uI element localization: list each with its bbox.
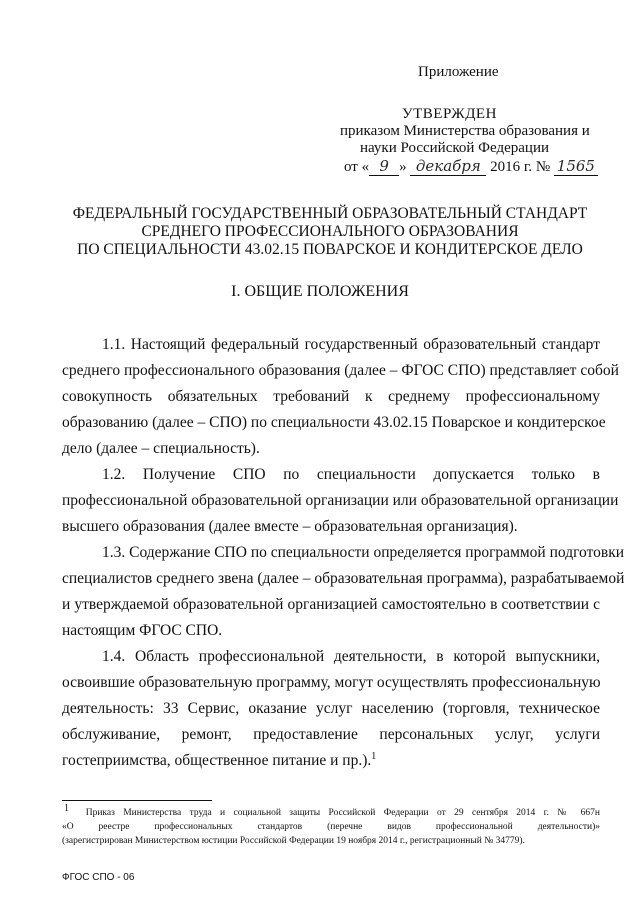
- approved-label: УТВЕРЖДЕН: [402, 106, 497, 122]
- paragraph-line: обслуживание, ремонт, предоставление персональных услуг, услуги: [62, 726, 600, 743]
- title-line-1: ФЕДЕРАЛЬНЫЙ ГОСУДАРСТВЕННЫЙ ОБРАЗОВАТЕЛЬНЫЙ СТАНДАРТ: [72, 205, 588, 222]
- paragraph-line: настоящим ФГОС СПО.: [62, 622, 223, 639]
- footnote-line: «О реестре профессиональных стандартов (перечне видов профессиональной деятельности)»: [62, 822, 600, 832]
- paragraph-line: среднего профессионального образования (далее – ФГОС СПО) представляет собой: [62, 362, 619, 379]
- paragraph-line: специалистов среднего звена (далее – образовательная программа), разрабатываемой: [62, 570, 625, 587]
- footnote-reference: 1: [371, 750, 377, 762]
- order-line-1: приказом Министерства образования и: [340, 123, 590, 139]
- footnote-line-text: Приказ Министерства труда и социальной защиты Российской Федерации от 29 сентября 2014 г. № 667н: [85, 808, 600, 818]
- paragraph-line: 1.3. Содержание СПО по специальности определяется программой подготовки: [102, 544, 625, 561]
- paragraph-1-4: [62, 644, 600, 774]
- footnote-mark: 1: [64, 802, 69, 814]
- paragraph-line: 1.1. Настоящий федеральный государственный образовательный стандарт: [102, 336, 600, 353]
- footnote-divider: [62, 800, 212, 801]
- paragraph-line: высшего образования (далее вместе – образовательная организация).: [62, 518, 518, 535]
- paragraph-line-last: [62, 748, 600, 774]
- paragraph-1-2: [62, 462, 619, 540]
- date-mid: »: [399, 159, 407, 175]
- footnote-line: [62, 802, 600, 820]
- section-heading: I. ОБЩИЕ ПОЛОЖЕНИЯ: [231, 283, 409, 300]
- paragraph-line: освоившие образовательную программу, могут осуществлять профессиональную: [62, 674, 601, 691]
- order-date-line: [344, 158, 598, 176]
- paragraph-line: образованию (далее – СПО) по специальности 43.02.15 Поварское и кондитерское: [62, 414, 606, 431]
- paragraph-line: совокупность обязательных требований к среднему профессиональному: [62, 388, 600, 405]
- date-month-handwritten: декабря: [410, 158, 486, 176]
- paragraph-line: дело (далее – специальность).: [62, 440, 260, 457]
- paragraph-line: 1.4. Область профессиональной деятельности, в которой выпускники,: [102, 648, 600, 665]
- footnote-line: (зарегистрирован Министерством юстиции Российской Федерации 19 ноября 2014 г., регистрационный № 34779).: [62, 836, 525, 846]
- paragraph-line: 1.2. Получение СПО по специальности допускается только в: [102, 466, 600, 483]
- paragraph-line: деятельность: 33 Сервис, оказание услуг населению (торговля, техническое: [62, 700, 600, 717]
- footnote: [62, 802, 600, 848]
- order-number-handwritten: 1565: [554, 158, 598, 176]
- date-day-handwritten: 9: [369, 158, 399, 176]
- standard-title: [60, 205, 600, 259]
- title-line-2: СРЕДНЕГО ПРОФЕССИОНАЛЬНОГО ОБРАЗОВАНИЯ: [141, 223, 519, 240]
- paragraph-1-3: [62, 540, 625, 644]
- paragraph-1-1: [62, 332, 619, 462]
- paragraph-line-text: гостеприимства, общественное питание и пр.).: [62, 752, 372, 769]
- paragraph-line: и утверждаемой образовательной организацией самостоятельно в соответствии с: [62, 596, 600, 613]
- order-line-2: науки Российской Федерации: [360, 140, 550, 156]
- date-prefix: от «: [344, 159, 370, 175]
- appendix-label: Приложение: [418, 64, 499, 80]
- date-year: 2016 г. №: [490, 159, 551, 175]
- footer-code: ФГОС СПО - 06: [62, 872, 135, 883]
- paragraph-line: профессиональной образовательной организации или образовательной организации: [62, 492, 619, 509]
- title-line-3: ПО СПЕЦИАЛЬНОСТИ 43.02.15 ПОВАРСКОЕ И КОНДИТЕРСКОЕ ДЕЛО: [77, 241, 583, 258]
